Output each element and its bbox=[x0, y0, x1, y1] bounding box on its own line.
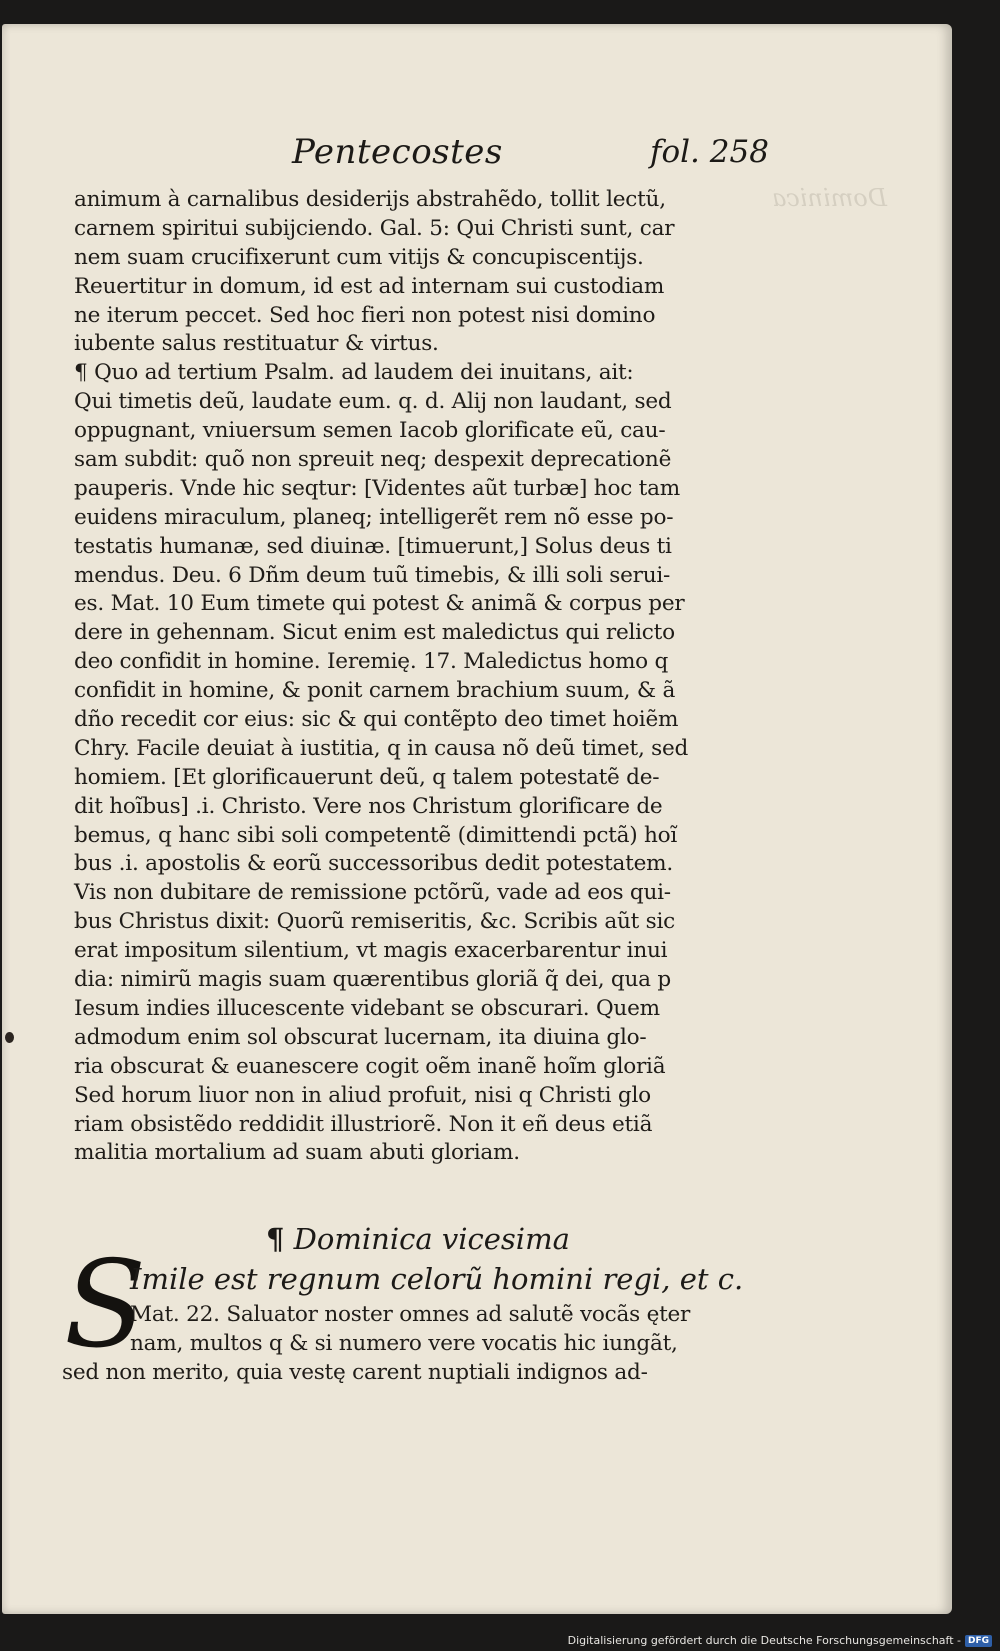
text-line: sam subdit: quõ non spreuit neq; despexit deprecationẽ bbox=[74, 447, 672, 473]
text-line: animum à carnalibus desiderijs abstrahẽdo, tollit lectũ, bbox=[74, 187, 666, 212]
bleed-through-text: Dominica bbox=[772, 184, 888, 212]
text-line: iubente salus restituatur & virtus. bbox=[74, 331, 439, 357]
text-line: admodum enim sol obscurat lucernam, ita diuina glo- bbox=[74, 1024, 647, 1050]
footer-text: Digitalisierung gefördert durch die Deutsche Forschungsgemeinschaft - bbox=[567, 1634, 961, 1647]
lead-line: Imile est regnum celorũ homini regi, et c. bbox=[130, 1262, 744, 1296]
pilcrow-mark: ¶ bbox=[266, 1222, 285, 1256]
dfg-logo: DFG bbox=[965, 1635, 992, 1647]
text-line: Vis non dubitare de remissione pctõrũ, vade ad eos qui- bbox=[74, 880, 671, 906]
text-line: carnem spiritui subijciendo. Gal. 5: Qui Christi sunt, car bbox=[74, 215, 675, 241]
text-line: sed non merito, quia vestę carent nuptiali indignos ad- bbox=[62, 1360, 648, 1385]
text-line: confidit in homine, & ponit carnem brachium suum, & ã bbox=[74, 678, 676, 704]
text-line: malitia mortalium ad suam abuti gloriam. bbox=[74, 1140, 520, 1166]
drop-cap: S bbox=[64, 1236, 147, 1375]
section-heading-text: Dominica vicesima bbox=[293, 1222, 570, 1256]
text-line: oppugnant, vniuersum semen Iacob glorificate eũ, cau- bbox=[74, 418, 666, 444]
running-head: Pentecostes bbox=[292, 132, 503, 172]
indented-text bbox=[62, 1300, 762, 1387]
text-line: dño recedit cor eius: sic & qui contẽpto deo timet hoiẽm bbox=[74, 707, 679, 733]
text-line: dia: nimirũ magis suam quærentibus gloriã q̃ dei, qua p bbox=[74, 967, 671, 993]
text-line: nam, multos q & si numero vere vocatis hic iungãt, bbox=[130, 1331, 678, 1356]
text-line: euidens miraculum, planeq; intelligerẽt rem nõ esse po- bbox=[74, 504, 674, 530]
section-heading bbox=[266, 1222, 570, 1256]
book-page bbox=[2, 24, 952, 1614]
text-line: bus .i. apostolis & eorũ successoribus dedit potestatem. bbox=[74, 851, 673, 877]
text-line: Reuertitur in domum, id est ad internam sui custodiam bbox=[74, 273, 665, 299]
text-line: Iesum indies illucescente videbant se obscurari. Quem bbox=[74, 995, 660, 1021]
text-line: Mat. 22. Saluator noster omnes ad salutẽ vocãs ęter bbox=[130, 1302, 691, 1327]
text-line: pauperis. Vnde hic seqtur: [Videntes aũt turbæ] hoc tam bbox=[74, 475, 680, 501]
text-line: Qui timetis deũ, laudate eum. q. d. Alij non laudant, sed bbox=[74, 389, 672, 415]
footer-credit bbox=[568, 1634, 992, 1647]
text-line: Sed horum liuor non in aliud profuit, nisi q Christi glo bbox=[74, 1082, 651, 1108]
text-line: bus Christus dixit: Quorũ remiseritis, &c. Scribis aũt sic bbox=[74, 909, 675, 935]
text-line: ria obscurat & euanescere cogit oẽm inanẽ hoĩm gloriã bbox=[74, 1053, 666, 1079]
text-line: erat impositum silentium, vt magis exacerbarentur inui bbox=[74, 938, 668, 964]
folio-number: fol. 258 bbox=[650, 134, 769, 170]
text-line: homiem. [Et glorificauerunt deũ, q talem potestatẽ de- bbox=[74, 764, 660, 790]
text-line: dit hoĩbus] .i. Christo. Vere nos Christum glorificare de bbox=[74, 793, 663, 819]
text-line: nem suam crucifixerunt cum vitijs & concupiscentijs. bbox=[74, 244, 644, 270]
text-line: ¶ Quo ad tertium Psalm. ad laudem dei inuitans, ait: bbox=[74, 360, 634, 386]
text-line: bemus, q hanc sibi soli competentẽ (dimittendi pctã) hoĩ bbox=[74, 822, 678, 848]
text-line: mendus. Deu. 6 Dñm deum tuũ timebis, & illi soli serui- bbox=[74, 562, 671, 588]
body-text bbox=[74, 186, 764, 1168]
text-line: Chry. Facile deuiat à iustitia, q in causa nõ deũ timet, sed bbox=[74, 735, 689, 761]
text-line: ne iterum peccet. Sed hoc fieri non potest nisi domino bbox=[74, 302, 656, 328]
text-line: riam obsistẽdo reddidit illustriorẽ. Non it eñ deus etiã bbox=[74, 1111, 653, 1137]
text-line: es. Mat. 10 Eum timete qui potest & animã & corpus per bbox=[74, 591, 685, 617]
text-line: deo confidit in homine. Ieremię. 17. Maledictus homo q bbox=[74, 649, 669, 675]
margin-ink-dot bbox=[5, 1032, 14, 1043]
text-line: testatis humanæ, sed diuinæ. [timuerunt,] Solus deus ti bbox=[74, 533, 672, 559]
text-line: dere in gehennam. Sicut enim est maledictus qui relicto bbox=[74, 620, 675, 646]
